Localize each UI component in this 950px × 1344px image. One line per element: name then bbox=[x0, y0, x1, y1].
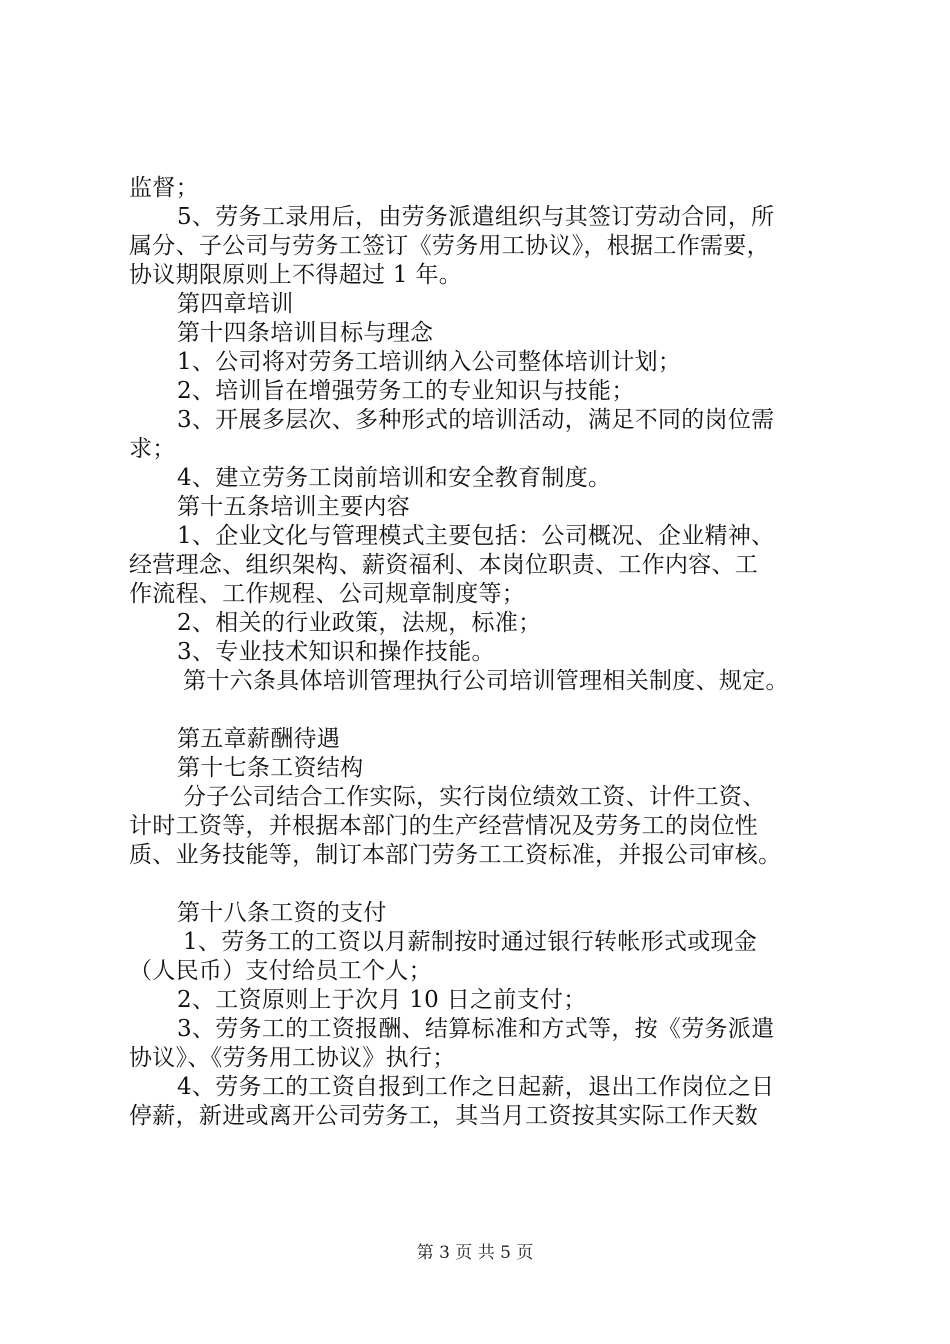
article-heading: 第十五条培训主要内容 bbox=[177, 494, 410, 520]
paragraph-gap bbox=[129, 696, 864, 725]
article-heading: 第十七条工资结构 bbox=[177, 755, 364, 781]
paragraph-gap bbox=[129, 870, 864, 899]
text-line: 2、工资原则上于次月 10 日之前支付； bbox=[177, 987, 587, 1013]
text-line: 作流程、工作规程、公司规章制度等； bbox=[129, 581, 526, 607]
text-line: 4、建立劳务工岗前培训和安全教育制度。 bbox=[177, 465, 612, 491]
chapter-heading: 第五章薪酬待遇 bbox=[177, 726, 341, 752]
text-line: 2、相关的行业政策，法规，标准； bbox=[177, 610, 542, 636]
text-line: 1、公司将对劳务工培训纳入公司整体培训计划； bbox=[177, 349, 682, 375]
text-line: 监督； bbox=[129, 175, 199, 201]
article-heading: 第十六条具体培训管理执行公司培训管理相关制度、规定。 bbox=[183, 668, 789, 694]
text-line: 4、劳务工的工资自报到工作之日起薪，退出工作岗位之日 bbox=[177, 1074, 775, 1100]
text-line: 属分、子公司与劳务工签订《劳务用工协议》，根据工作需要， bbox=[129, 233, 770, 259]
text-line: 质、业务技能等，制订本部门劳务工工资标准，并报公司审核。 bbox=[129, 842, 782, 868]
text-line: 停薪，新进或离开公司劳务工，其当月工资按其实际工作天数 bbox=[129, 1103, 759, 1129]
text-line: 协议期限原则上不得超过 1 年。 bbox=[129, 262, 463, 288]
text-line: 5、劳务工录用后，由劳务派遣组织与其签订劳动合同，所 bbox=[177, 204, 775, 230]
text-line: 求； bbox=[129, 436, 176, 462]
text-line: 协议》、《劳务用工协议》执行； bbox=[129, 1045, 456, 1071]
article-heading: 第十八条工资的支付 bbox=[177, 900, 387, 926]
text-line: 3、专业技术知识和操作技能。 bbox=[177, 639, 495, 665]
text-line: 3、劳务工的工资报酬、结算标准和方式等，按《劳务派遣 bbox=[177, 1016, 775, 1042]
document-body bbox=[129, 174, 864, 1131]
text-line: 分子公司结合工作实际，实行岗位绩效工资、计件工资、 bbox=[183, 784, 766, 810]
text-line: 经营理念、组织架构、薪资福利、本岗位职责、工作内容、工 bbox=[129, 552, 759, 578]
page-number-footer: 第 3 页 共 5 页 bbox=[416, 1243, 534, 1263]
text-line: 计时工资等，并根据本部门的生产经营情况及劳务工的岗位性 bbox=[129, 813, 759, 839]
article-heading: 第十四条培训目标与理念 bbox=[177, 320, 434, 346]
chapter-heading: 第四章培训 bbox=[177, 291, 294, 317]
text-line: 1、劳务工的工资以月薪制按时通过银行转帐形式或现金 bbox=[183, 929, 758, 955]
text-line: （人民币）支付给员工个人； bbox=[129, 958, 432, 984]
text-line: 1、企业文化与管理模式主要包括：公司概况、企业精神、 bbox=[177, 523, 775, 549]
text-line: 3、开展多层次、多种形式的培训活动，满足不同的岗位需 bbox=[177, 407, 775, 433]
text-line: 2、培训旨在增强劳务工的专业知识与技能； bbox=[177, 378, 635, 404]
